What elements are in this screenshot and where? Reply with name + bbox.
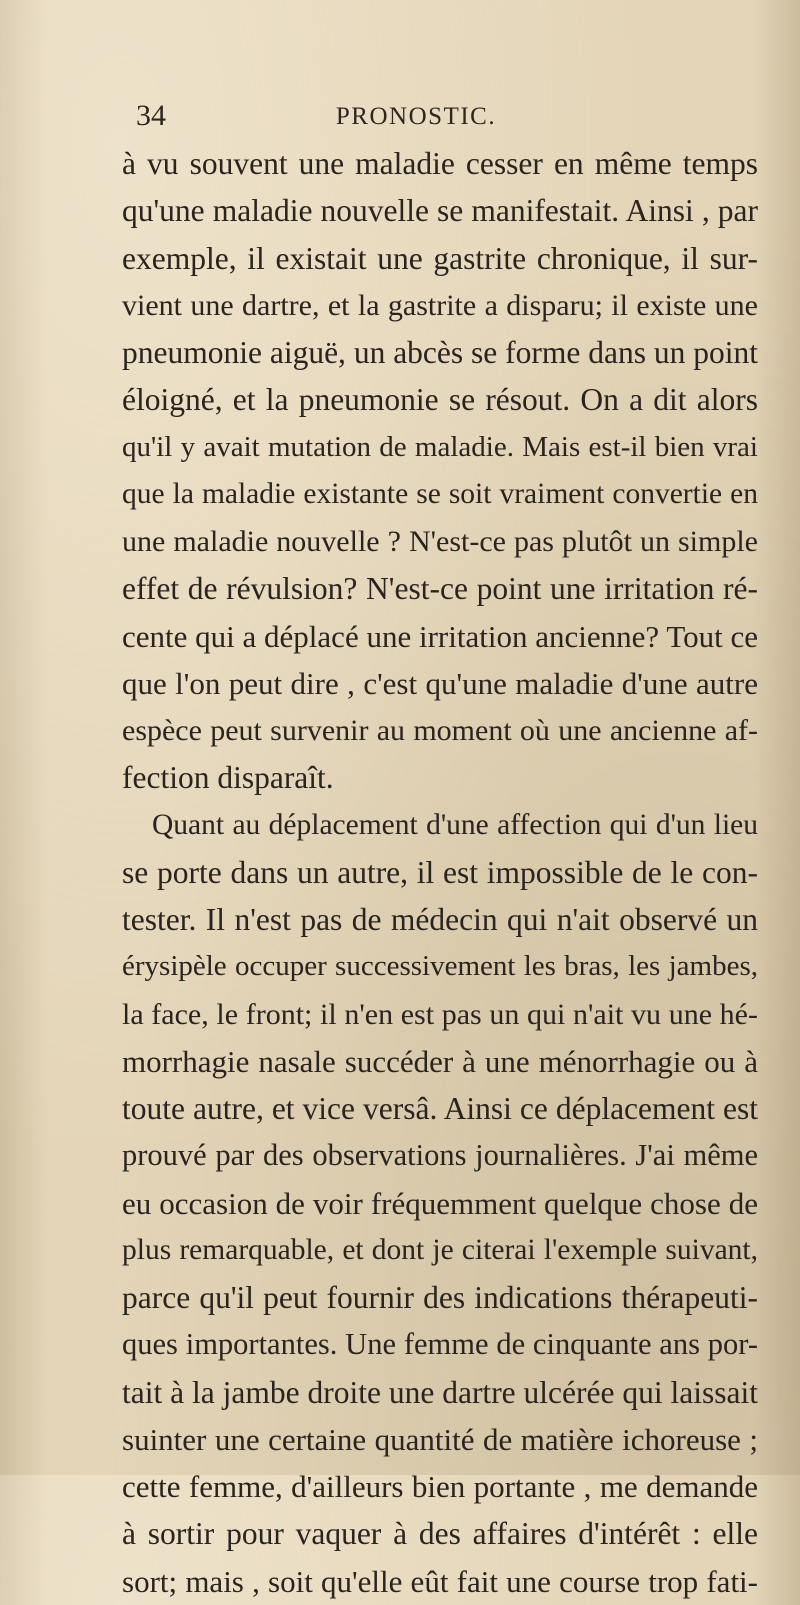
text-line: ques importantes. Une femme de cinquante ans por-	[122, 1327, 758, 1362]
page-number: 34	[136, 99, 166, 132]
text-line: sort; mais , soit qu'elle eût fait une course trop fati-	[122, 1563, 758, 1599]
text-line: toute autre, et vice versâ. Ainsi ce déplacement est	[122, 1091, 758, 1126]
text-line: cette femme, d'ailleurs bien portante , me demande	[122, 1469, 758, 1504]
text-line: que l'on peut dire , c'est qu'une maladie d'une autre	[122, 665, 758, 701]
text-line: plus remarquable, et dont je citerai l'exemple suivant,	[122, 1233, 758, 1266]
text-line: à vu souvent une maladie cesser en même temps	[122, 146, 758, 181]
text-line: une maladie nouvelle ? N'est-ce pas plutôt un simple	[122, 525, 758, 558]
text-line: vient une dartre, et la gastrite a disparu; il existe une	[122, 288, 758, 322]
text-line: morrhagie nasale succéder à une ménorrhagie ou à	[122, 1043, 758, 1079]
text-line: qu'une maladie nouvelle se manifestait. Ainsi , par	[122, 193, 758, 229]
text-line: que la maladie existante se soit vraiment convertie en	[122, 477, 758, 510]
text-line: pneumonie aiguë, un abcès se forme dans un point	[122, 335, 758, 370]
text-line: tait à la jambe droite une dartre ulcérée qui laissait	[122, 1374, 758, 1410]
running-title: PRONOSTIC.	[335, 103, 497, 130]
text-line: espèce peut survenir au moment où une ancienne af-	[122, 714, 758, 747]
text-line: se porte dans un autre, il est impossible de le con-	[122, 854, 758, 890]
text-line: qu'il y avait mutation de maladie. Mais est-il bien vrai	[122, 430, 758, 463]
running-head	[136, 98, 736, 134]
text-line: effet de révulsion? N'est-ce point une irritation ré-	[122, 571, 758, 607]
text-line: prouvé par des observations journalières. J'ai même	[122, 1138, 758, 1173]
text-line: suinter une certaine quantité de matière ichoreuse ;	[122, 1421, 758, 1457]
text-line: fection disparaît.	[122, 760, 334, 796]
text-line: la face, le front; il n'en est pas un qui n'ait vu une hé-	[122, 997, 758, 1031]
text-line: exemple, il existait une gastrite chronique, il sur-	[122, 240, 758, 276]
text-line: tester. Il n'est pas de médecin qui n'ait observé un	[122, 902, 758, 937]
text-line: parce qu'il peut fournir des indications thérapeuti-	[122, 1280, 758, 1315]
text-line: à sortir pour vaquer à des affaires d'intérêt : elle	[122, 1516, 758, 1552]
body-text	[122, 140, 758, 1605]
text-line: eu occasion de voir fréquemment quelque chose de	[122, 1185, 758, 1221]
text-line: éloigné, et la pneumonie se résout. On a dit alors	[122, 382, 758, 418]
text-line: Quant au déplacement d'une affection qui d'un lieu	[152, 808, 758, 841]
text-line: érysipèle occuper successivement les bras, les jambes,	[122, 950, 758, 983]
text-line: cente qui a déplacé une irritation ancienne? Tout ce	[122, 618, 758, 654]
